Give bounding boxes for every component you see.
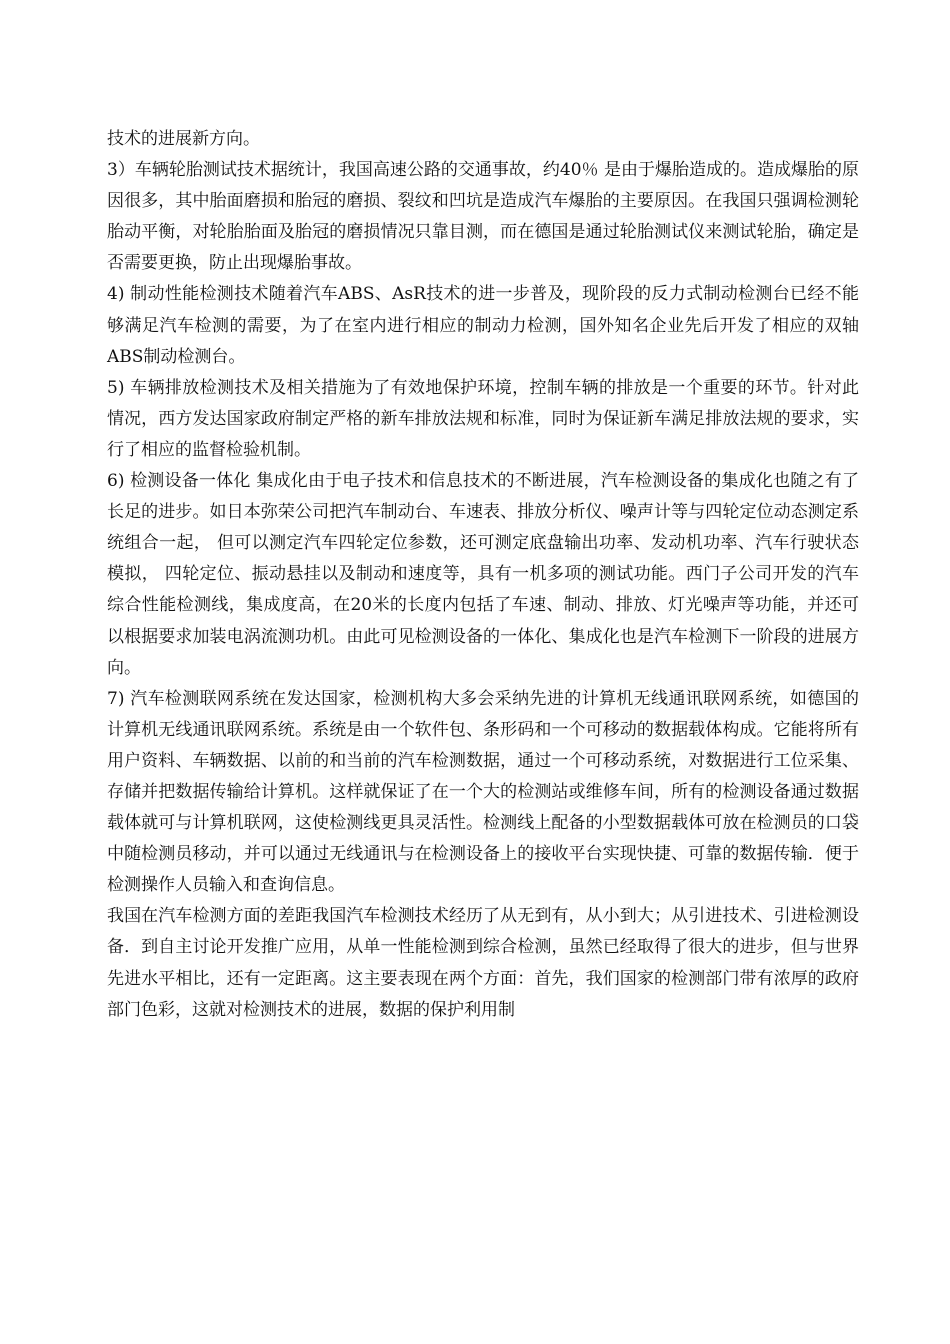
paragraph-network-system: 7) 汽车检测联网系统在发达国家，检测机构大多会采纳先进的计算机无线通讯联网系统，如德国的计算机无线通讯联网系统。系统是由一个软件包、条形码和一个可移动的数据载体构成。它能将所有用户资料、车辆数据、以前的和当前的汽车检测数据，通过一个可移动系统，对数据进行工位采集、存储并把数据传输给计算机。这样就保证了在一个大的检测站或维修车间，所有的检测设备通过数据载体就可与计算机联网，这使检测线更具灵活性。检测线上配备的小型数据载体可放在检测员的口袋中随检测员移动，并可以通过无线通讯与在检测设备上的接收平台实现快捷、可靠的数据传输．便于检测操作人员输入和查询信息。 (107, 688, 859, 896)
paragraph-emission-testing: 5) 车辆排放检测技术及相关措施为了有效地保护环境，控制车辆的排放是一个重要的环节。针对此情况，西方发达国家政府制定严格的新车排放法规和标准，同时为保证新车满足排放法规的要求，实行了相应的监督检验机制。 (107, 377, 859, 460)
paragraph-tire-testing: 3）车辆轮胎测试技术据统计，我国高速公路的交通事故，约40％ 是由于爆胎造成的。造成爆胎的原因很多，其中胎面磨损和胎冠的磨损、裂纹和凹坑是造成汽车爆胎的主要原因。在我国只强调检测轮胎动平衡，对轮胎胎面及胎冠的磨损情况只靠目测，而在德国是通过轮胎测试仪来测试轮胎，确定是否需要更换，防止出现爆胎事故。 (107, 160, 859, 274)
paragraph-equipment-integration: 6) 检测设备一体化 集成化由于电子技术和信息技术的不断进展，汽车检测设备的集成化也随之有了长足的进步。如日本弥荣公司把汽车制动台、车速表、排放分析仪、噪声计等与四轮定位动态测定系统组合一起， 但可以测定汽车四轮定位参数，还可测定底盘输出功率、发动机功率、汽车行驶状态模拟， 四轮定位、振动悬挂以及制动和速度等，具有一机多项的测试功能。西门子公司开发的汽车综合性能检测线，集成度高，在20米的长度内包括了车速、制动、排放、灯光噪声等功能，并还可以根据要求加装电涡流测功机。由此可见检测设备的一体化、集成化也是汽车检测下一阶段的进展方向。 (107, 471, 859, 678)
document-body (107, 124, 859, 1026)
paragraph-domestic-gap: 我国在汽车检测方面的差距我国汽车检测技术经历了从无到有，从小到大；从引进技术、引进检测设备．到自主讨论开发推广应用，从单一性能检测到综合检测，虽然已经取得了很大的进步，但与世界先进水平相比，还有一定距离。这主要表现在两个方面：首先，我们国家的检测部门带有浓厚的政府部门色彩，这就对检测技术的进展，数据的保护利用制 (107, 906, 859, 1020)
paragraph-intro-tail: 技术的进展新方向。 (107, 129, 260, 149)
paragraph-brake-testing: 4) 制动性能检测技术随着汽车ABS、AsR技术的进一步普及，现阶段的反力式制动检测台已经不能够满足汽车检测的需要，为了在室内进行相应的制动力检测，国外知名企业先后开发了相应的双轴ABS制动检测台。 (107, 284, 859, 367)
